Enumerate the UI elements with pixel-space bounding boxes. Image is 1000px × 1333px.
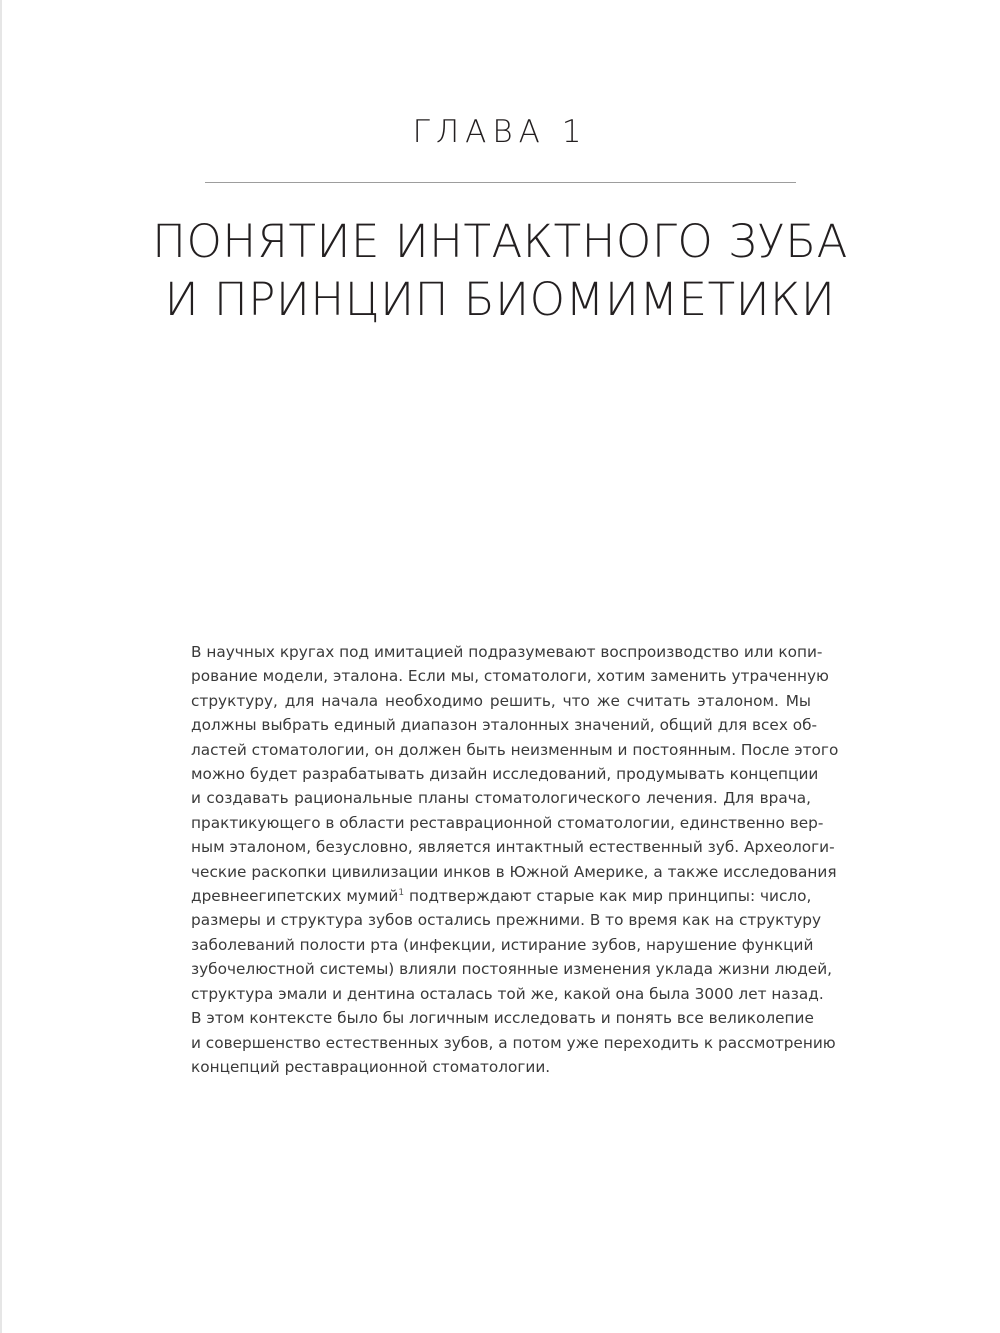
paragraph-line: ным эталоном, безусловно, является интактный естественный зуб. Археологи-: [191, 838, 835, 857]
paragraph-line: зубочелюстной системы) влияли постоянные изменения уклада жизни людей,: [191, 960, 833, 979]
paragraph-line: практикующего в области реставрационной стоматологии, единственно вер-: [191, 813, 824, 832]
paragraph-line: ластей стоматологии, он должен быть неизменным и постоянным. После этого: [191, 740, 839, 759]
paragraph-line: концепций реставрационной стоматологии.: [191, 1057, 551, 1076]
paragraph-line: можно будет разрабатывать дизайн исследований, продумывать концепции: [191, 765, 819, 784]
footnote-reference[interactable]: 1: [398, 887, 405, 898]
paragraph-line: В научных кругах под имитацией подразумевают воспроизводство или копи-: [191, 643, 823, 661]
page-edge: [0, 0, 2, 1333]
chapter-divider: [205, 182, 796, 183]
paragraph-line: ческие раскопки цивилизации инков в Южной Америке, а также исследования: [191, 862, 837, 881]
paragraph-line: В этом контексте было бы логичным исследовать и понять все великолепие: [191, 1009, 814, 1028]
chapter-title: [0, 213, 1000, 329]
body-paragraph: [191, 640, 839, 1079]
chapter-title-line-2: И ПРИНЦИП БИОМИМЕТИКИ: [164, 273, 836, 326]
chapter-title-line-1: ПОНЯТИЕ ИНТАКТНОГО ЗУБА: [152, 215, 848, 268]
paragraph-line-with-footnote: [191, 884, 811, 908]
chapter-label: ГЛАВА 1: [412, 114, 588, 150]
paragraph-line-part: древнеегипетских мумий: [191, 887, 399, 906]
paragraph-line: и совершенство естественных зубов, а потом уже переходить к рассмотрению: [191, 1033, 836, 1052]
paragraph-line-part: подтверждают старые как мир принципы: число,: [408, 887, 812, 906]
paragraph-line: рование модели, эталона. Если мы, стоматологи, хотим заменить утраченную: [191, 667, 829, 686]
paragraph-line: размеры и структура зубов остались прежними. В то время как на структуру: [191, 911, 822, 930]
paragraph-line: структуру, для начала необходимо решить, что же считать эталоном. Мы: [191, 691, 811, 710]
paragraph-line: структура эмали и дентина осталась той же, какой она была 3000 лет назад.: [191, 984, 824, 1003]
paragraph-line: и создавать рациональные планы стоматологического лечения. Для врача,: [191, 789, 811, 808]
paragraph-line: заболеваний полости рта (инфекции, истирание зубов, нарушение функций: [191, 935, 814, 954]
paragraph-line: должны выбрать единый диапазон эталонных значений, общий для всех об-: [191, 716, 818, 735]
